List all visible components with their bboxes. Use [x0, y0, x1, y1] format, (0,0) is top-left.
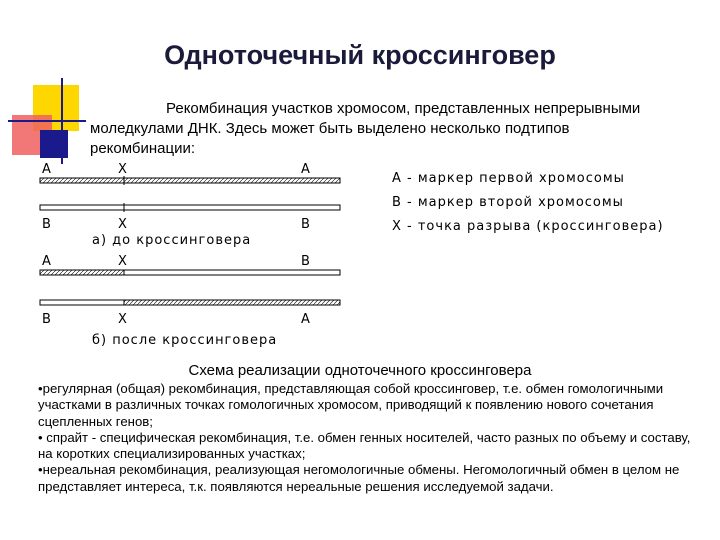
- legend-item-b: B - маркер второй хромосомы: [392, 195, 624, 210]
- page-title: Одноточечный кроссинговер: [164, 40, 556, 70]
- after-chromosome-2-right: [124, 300, 340, 305]
- before-top-label-mid: X: [118, 162, 128, 177]
- after-chromosome-2-left: [40, 300, 124, 305]
- before-top-label-left: A: [42, 162, 52, 177]
- before-bottom-label-right: B: [301, 217, 311, 232]
- before-caption: а) до кроссинговера: [92, 233, 252, 248]
- intro-paragraph: [90, 99, 690, 159]
- bullet-illegitimate: •нереальная рекомбинация, реализующая негомологичные обмены. Негомологичный обмен в целом не представляет интереса, т.к. появляются нереальные решения исследуемой задачи.: [38, 462, 680, 494]
- after-bottom-label-right: A: [301, 312, 311, 327]
- intro-line-1: Рекомбинация участков хромосом, представленных непрерывными: [166, 100, 641, 117]
- before-bottom-label-left: B: [42, 217, 52, 232]
- before-top-label-right: A: [301, 162, 311, 177]
- bullet-specific: • спрайт - специфическая рекомбинация, т.е. обмен генных носителей, часто разных по объему и составу, на коротких специализированных участках;: [38, 429, 691, 462]
- before-chromosome-2: [40, 205, 340, 210]
- after-top-label-mid: X: [118, 254, 128, 269]
- intro-line-3: рекомбинации:: [90, 140, 196, 157]
- bullet-regular: •регулярная (общая) рекомбинация, представляющая собой кроссинговер, т.е. обмен гомологичными участками в различных точках гомологичных хромосом, приводящий к появлению нового сочетания сцепленных генов;: [38, 381, 664, 429]
- crossover-diagram: [30, 160, 690, 355]
- bullet-list: [38, 381, 698, 495]
- legend-item-a: A - маркер первой хромосомы: [392, 171, 625, 186]
- after-bottom-label-mid: X: [118, 312, 128, 327]
- decor-horizontal-line: [8, 120, 86, 122]
- after-chromosome-1-right: [124, 270, 340, 275]
- before-chromosome-1: [40, 178, 340, 183]
- decor-blue-square: [40, 130, 68, 158]
- after-top-label-right: B: [301, 254, 311, 269]
- after-chromosome-1-left: [40, 270, 124, 275]
- after-caption: б) после кроссинговера: [92, 333, 278, 348]
- after-bottom-label-left: B: [42, 312, 52, 327]
- legend-item-x: X - точка разрыва (кроссинговера): [392, 219, 664, 234]
- intro-line-2: моледкулами ДНК. Здесь может быть выделено несколько подтипов: [90, 120, 570, 137]
- after-top-label-left: A: [42, 254, 52, 269]
- before-bottom-label-mid: X: [118, 217, 128, 232]
- figure-caption: Схема реализации одноточечного кроссинговера: [188, 362, 532, 379]
